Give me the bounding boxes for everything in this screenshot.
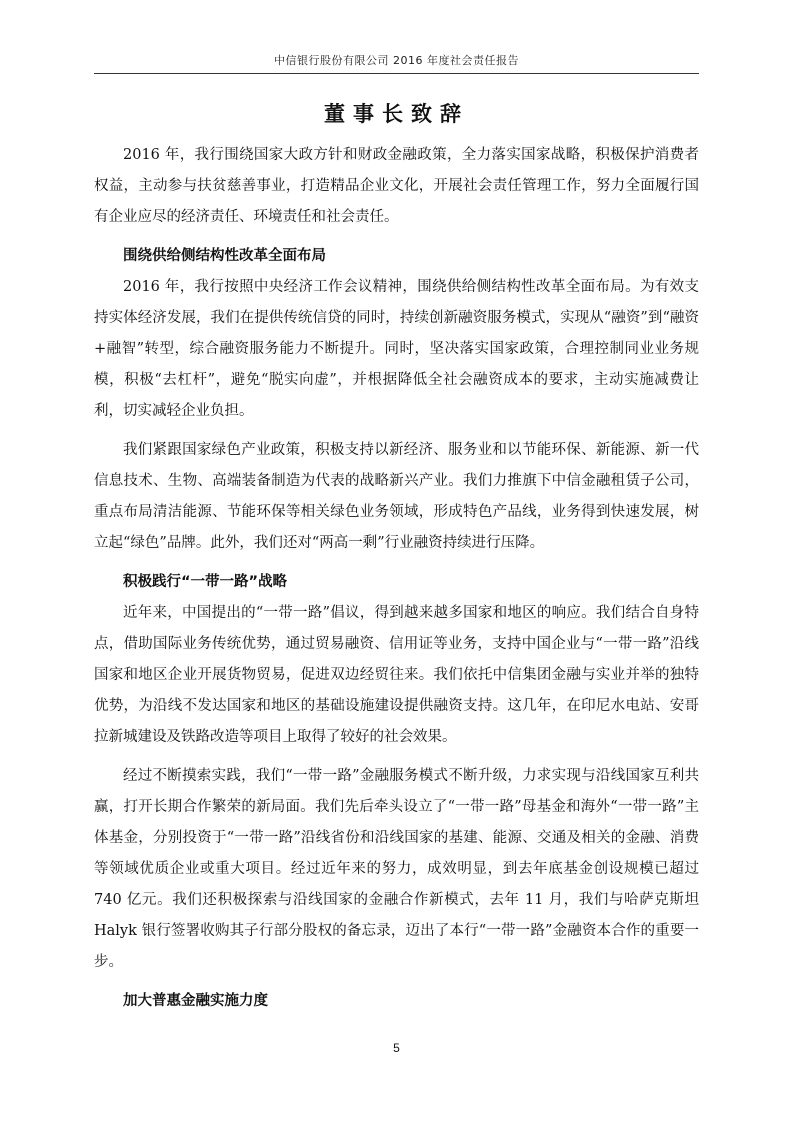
section-heading-supply-side-reform: 围绕供给侧结构性改革全面布局 — [123, 248, 326, 264]
paragraph: 2016 年，我行按照中央经济工作会议精神，围绕供给侧结构性改革全面布局。为有效支持实体经济发展，我们在提供传统信贷的同时，持续创新融资服务模式，实现从“融资”到“融资+融智”转型，综合融资服务能力不断提升。同时，坚决落实国家政策，合理控制同业业务规模，积极“去杠杆”，避免“脱实向虚”，并根据降低全社会融资成本的要求，主动实施减费让利，切实减轻企业负担。 — [94, 279, 699, 419]
page-number: 5 — [393, 1041, 400, 1055]
section-heading-inclusive-finance: 加大普惠金融实施力度 — [123, 993, 268, 1009]
header-divider — [94, 73, 699, 74]
paragraph: 经过不断摸索实践，我们“一带一路”金融服务模式不断升级，力求实现与沿线国家互利共赢，打开长期合作繁荣的新局面。我们先后牵头设立了“一带一路”母基金和海外“一带一路”主体基金，分别投资于“一带一路”沿线省份和沿线国家的基建、能源、交通及相关的金融、消费等领域优质企业或重大项目。经过近年来的努力，成效明显，到去年底基金创设规模已超过 740 亿元。我们还积极探索与沿线国家的金融合作新模式，去年 11 月，我们与哈萨克斯坦 Halyk 银行签署收购其子行部分股权的备忘录，迈出了本行“一带一路”金融资本合作的重要一步。 — [94, 768, 699, 970]
paragraph: 近年来，中国提出的“一带一路”倡议，得到越来越多国家和地区的响应。我们结合自身特点，借助国际业务传统优势，通过贸易融资、信用证等业务，支持中国企业与“一带一路”沿线国家和地区企业开展货物贸易，促进双边经贸往来。我们依托中信集团金融与实业并举的独特优势，为沿线不发达国家和地区的基础设施建设提供融资支持。这几年，在印尼水电站、安哥拉新城建设及铁路改造等项目上取得了较好的社会效果。 — [94, 605, 699, 745]
running-header: 中信银行股份有限公司 2016 年度社会责任报告 — [274, 54, 519, 67]
paragraph: 我们紧跟国家绿色产业政策，积极支持以新经济、服务业和以节能环保、新能源、新一代信息技术、生物、高端装备制造为代表的战略新兴产业。我们力推旗下中信金融租赁子公司，重点布局清洁能源、节能环保等相关绿色业务领域，形成特色产品线，业务得到快速发展，树立起“绿色”品牌。此外，我们还对“两高一剩”行业融资持续进行压降。 — [94, 442, 699, 551]
page-title: 董事长致辞 — [324, 102, 469, 126]
document-body — [94, 140, 699, 1017]
section-heading-belt-and-road: 积极践行“一带一路”战略 — [123, 574, 288, 590]
intro-paragraph: 2016 年，我行围绕国家大政方针和财政金融政策，全力落实国家战略，积极保护消费者权益，主动参与扶贫慈善事业，打造精品企业文化，开展社会责任管理工作，努力全面履行国有企业应尽的经济责任、环境责任和社会责任。 — [94, 147, 699, 225]
